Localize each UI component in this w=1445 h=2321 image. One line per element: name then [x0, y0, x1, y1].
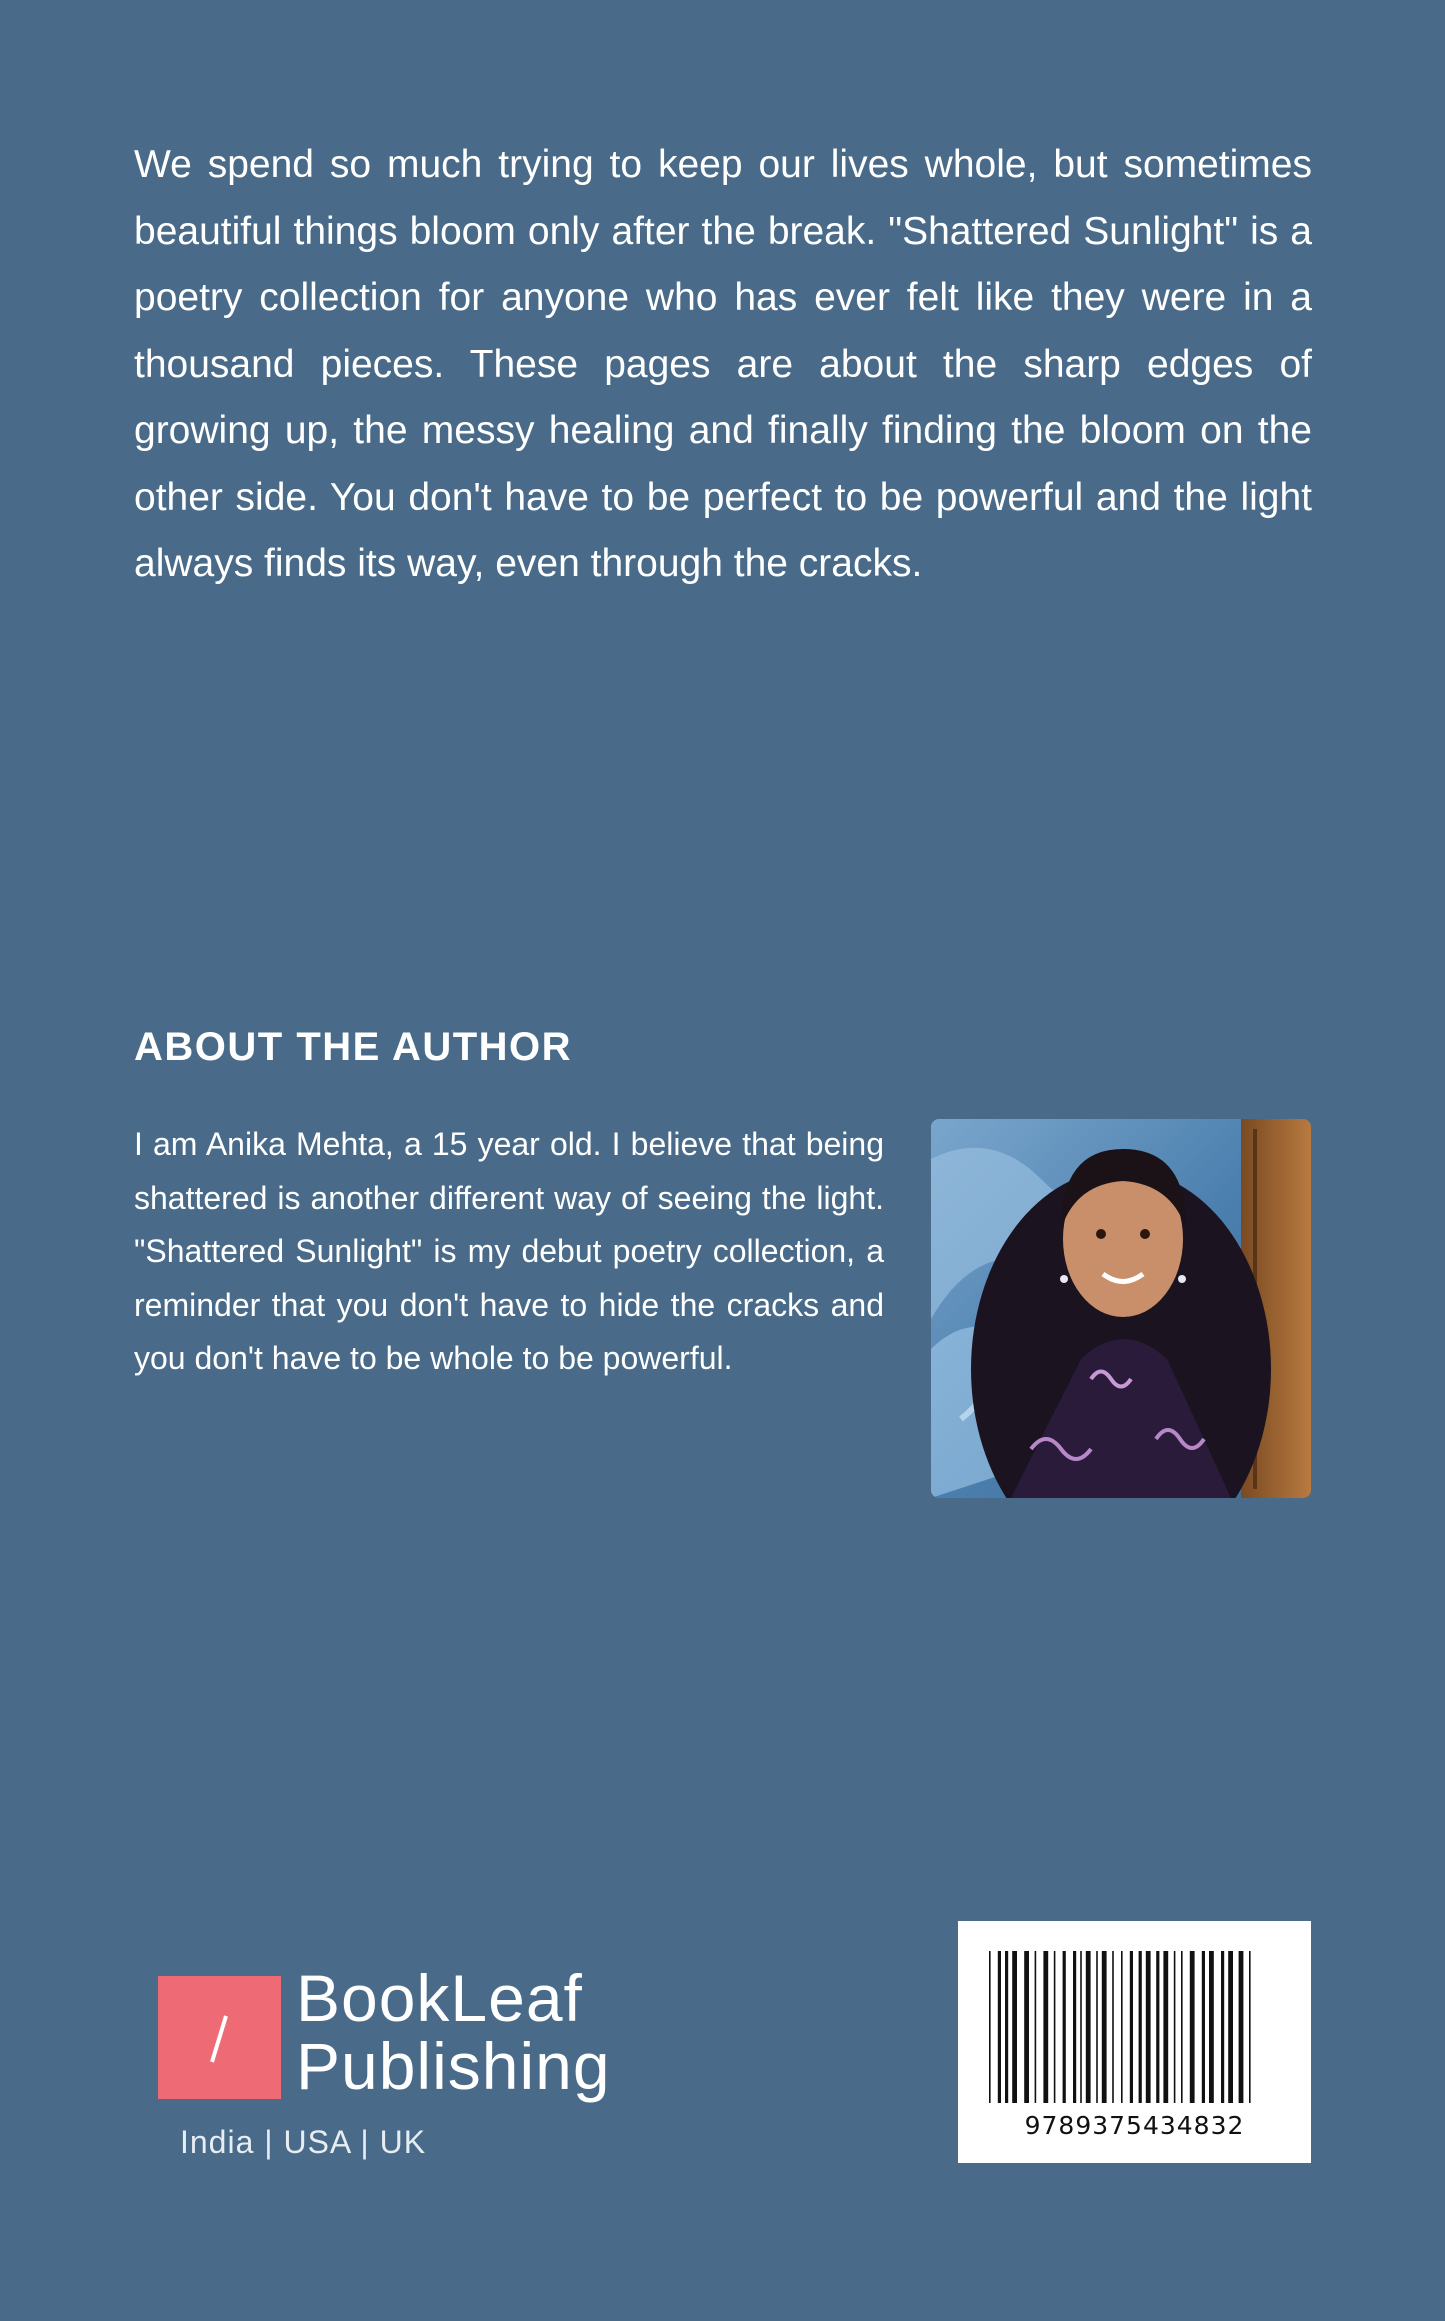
barcode-bar	[1054, 1951, 1056, 2103]
barcode-bar	[1249, 1951, 1251, 2103]
barcode-bar	[1228, 1951, 1233, 2103]
barcode-bar	[1112, 1951, 1114, 2103]
barcode-bar	[1063, 1951, 1066, 2103]
barcode-bar	[1086, 1951, 1091, 2103]
barcode-bar	[1012, 1951, 1017, 2103]
isbn-number: 9789375434832	[1024, 2111, 1245, 2140]
barcode-bar	[1043, 1951, 1048, 2103]
barcode-bar	[1102, 1951, 1107, 2103]
barcode-bar	[1190, 1951, 1195, 2103]
barcode-bar	[1073, 1951, 1076, 2103]
barcode-bar	[1174, 1951, 1176, 2103]
barcode-bar	[1221, 1951, 1224, 2103]
barcode-bar	[1139, 1951, 1142, 2103]
isbn-barcode	[958, 1921, 1311, 2163]
publisher-name	[296, 1961, 611, 2103]
slash-logo-icon	[158, 1976, 281, 2099]
barcode-bar	[1005, 1951, 1008, 2103]
barcode-bars	[987, 1951, 1282, 2103]
publisher-logo	[158, 1976, 281, 2099]
publisher-locations: India | USA | UK	[179, 2124, 427, 2160]
publisher-name-line2: Publishing	[296, 2029, 611, 2103]
barcode-bar	[1163, 1951, 1168, 2103]
author-photo	[931, 1119, 1311, 1498]
barcode-bar	[989, 1951, 991, 2103]
publisher-name-line1: BookLeaf	[296, 1961, 583, 2035]
barcode-bar	[1024, 1951, 1029, 2103]
about-author-heading: ABOUT THE AUTHOR	[134, 1025, 573, 1069]
barcode-bar	[1239, 1951, 1244, 2103]
barcode-bar	[1146, 1951, 1151, 2103]
barcode-bar	[1156, 1951, 1159, 2103]
author-bio: I am Anika Mehta, a 15 year old. I believe that being shattered is another different way of seeing the light. "Shattered Sunlight" is my debut poetry collection, a reminder that you don't have to hide the cracks and you don't have to be whole to be powerful.	[134, 1126, 884, 1376]
barcode-bar	[1130, 1951, 1133, 2103]
back-cover-blurb: We spend so much trying to keep our lives whole, but sometimes beautiful things bloom only after the break. "Shattered Sunlight" is a poetry collection for anyone who has ever felt like they were in a thousand pieces. These pages are about the sharp edges of growing up, the messy healing and finally finding the bloom on the other side. You don't have to be perfect to be powerful and the light always finds its way, even through the cracks.	[134, 143, 1312, 585]
barcode-bar	[1209, 1951, 1214, 2103]
barcode-bar	[1080, 1951, 1082, 2103]
barcode-bar	[1096, 1951, 1098, 2103]
barcode-bar	[1121, 1951, 1123, 2103]
barcode-bar	[1181, 1951, 1183, 2103]
barcode-bar	[1202, 1951, 1205, 2103]
barcode-bar	[1035, 1951, 1037, 2103]
barcode-bar	[998, 1951, 1001, 2103]
